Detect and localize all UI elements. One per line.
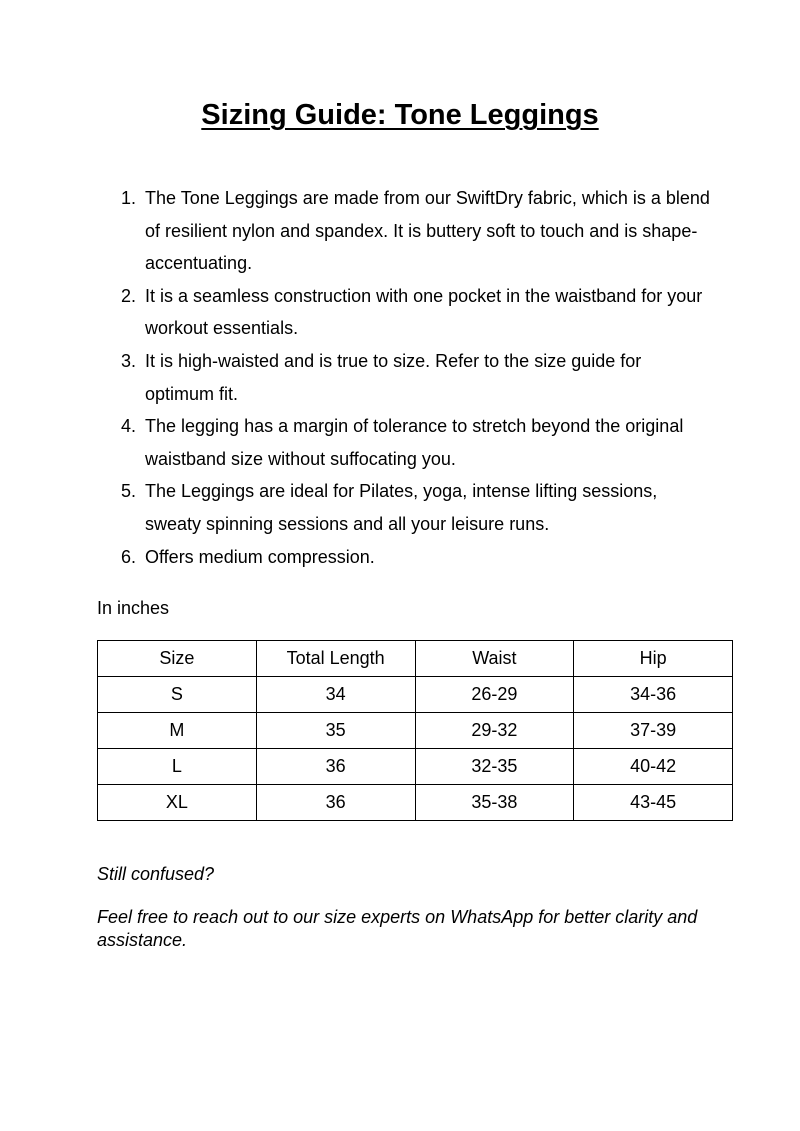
table-cell-size: M <box>98 713 257 749</box>
list-item-text: Offers medium compression. <box>145 546 375 567</box>
feature-list <box>121 182 715 573</box>
list-item <box>121 541 715 574</box>
table-cell-total-length: 36 <box>256 749 415 785</box>
help-text: Feel free to reach out to our size experts on WhatsApp for better clarity and assistance. <box>97 907 698 950</box>
table-cell-waist: 26-29 <box>415 677 574 713</box>
table-cell-total-length: 35 <box>256 713 415 749</box>
list-item-text: It is high-waisted and is true to size. Refer to the size guide for optimum fit. <box>145 350 642 404</box>
page-title: Sizing Guide: Tone Leggings <box>201 99 599 131</box>
list-item <box>121 410 715 475</box>
column-header-waist: Waist <box>415 641 574 677</box>
list-item-text: The Tone Leggings are made from our SwiftDry fabric, which is a blend of resilient nylon and spandex. It is buttery soft to touch and is shape-accentuating. <box>145 188 710 274</box>
table-cell-hip: 40-42 <box>574 749 733 785</box>
list-item <box>121 475 715 540</box>
help-question: Still confused? <box>97 864 215 884</box>
list-item <box>121 345 715 410</box>
table-cell-waist: 32-35 <box>415 749 574 785</box>
table-cell-hip: 34-36 <box>574 677 733 713</box>
table-header-row <box>98 641 733 677</box>
column-header-hip: Hip <box>574 641 733 677</box>
list-item-number: 5. <box>121 481 137 502</box>
table-cell-total-length: 34 <box>256 677 415 713</box>
list-item-text: It is a seamless construction with one pocket in the waistband for your workout essentials. <box>145 285 703 339</box>
table-row <box>98 749 733 785</box>
list-item-text: The Leggings are ideal for Pilates, yoga, intense lifting sessions, sweaty spinning sessions and all your leisure runs. <box>145 481 658 534</box>
table-cell-hip: 37-39 <box>574 713 733 749</box>
table-cell-waist: 29-32 <box>415 713 574 749</box>
table-cell-waist: 35-38 <box>415 785 574 821</box>
size-chart-table <box>97 640 733 821</box>
list-item <box>121 280 715 345</box>
list-item <box>121 182 715 280</box>
list-item-text: The legging has a margin of tolerance to stretch beyond the original waistband size without suffocating you. <box>145 416 684 469</box>
list-item-number: 3. <box>121 350 137 371</box>
unit-label: In inches <box>97 598 170 618</box>
table-cell-size: L <box>98 749 257 785</box>
table-row <box>98 713 733 749</box>
table-cell-total-length: 36 <box>256 785 415 821</box>
list-item-number: 6. <box>121 546 137 567</box>
table-cell-size: XL <box>98 785 257 821</box>
list-item-number: 1. <box>121 188 137 208</box>
list-item-number: 4. <box>121 416 137 437</box>
column-header-total-length: Total Length <box>256 641 415 677</box>
column-header-size: Size <box>98 641 257 677</box>
table-row <box>98 677 733 713</box>
table-cell-size: S <box>98 677 257 713</box>
table-cell-hip: 43-45 <box>574 785 733 821</box>
list-item-number: 2. <box>121 285 137 306</box>
table-row <box>98 785 733 821</box>
